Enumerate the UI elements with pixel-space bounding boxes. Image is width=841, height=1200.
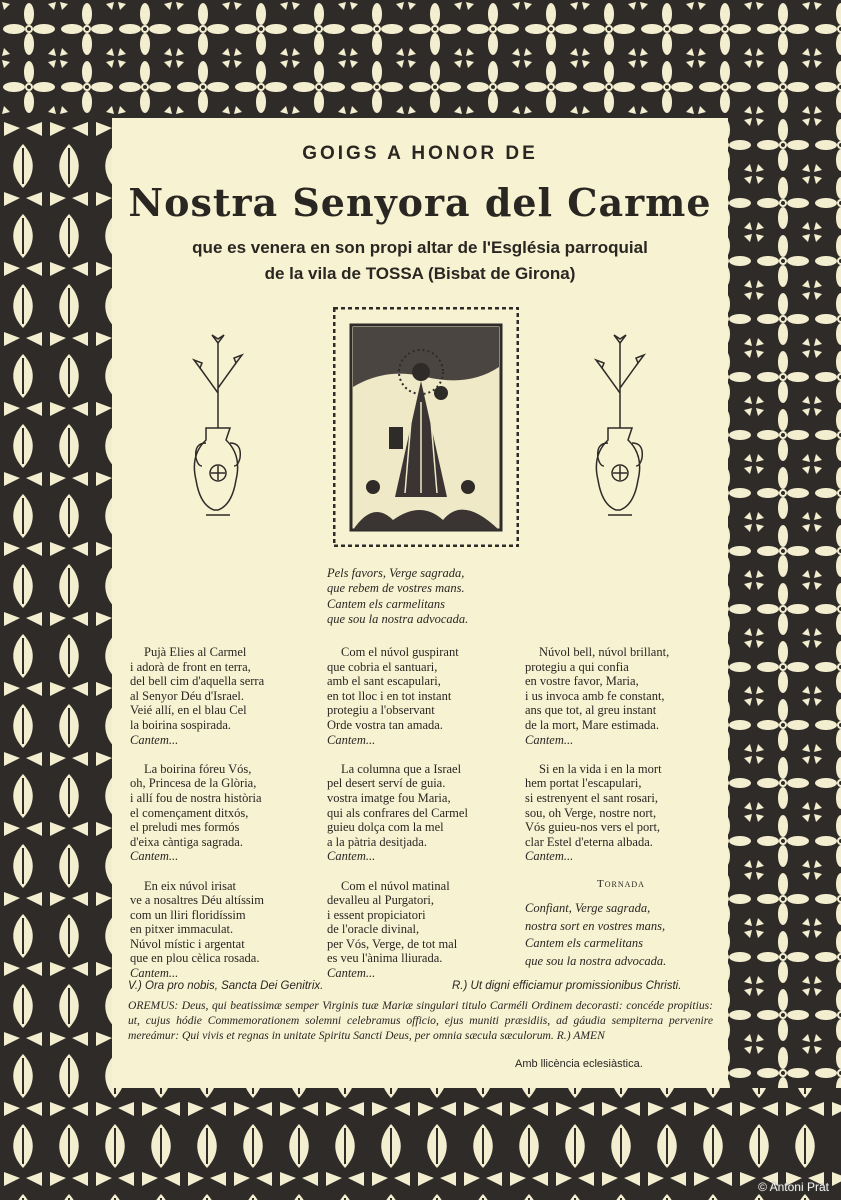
- tornada: [525, 900, 666, 970]
- stanza-line: en pitxer immaculat.: [130, 922, 234, 937]
- tornada-line: nostra sort en vostres mans,: [525, 918, 666, 933]
- chorus-cue: Cantem...: [130, 732, 179, 747]
- stanza-line: qui als confrares del Carmel: [327, 805, 468, 820]
- stanza-line: guieu dolça com la mel: [327, 820, 444, 835]
- copyright-watermark: © Antoni Prat: [758, 1180, 829, 1194]
- stanza-line: pel desert serví de guia.: [327, 776, 446, 791]
- stanza-line: del bell cim d'aquella serra: [130, 674, 265, 689]
- stanza-column-middle: [327, 645, 468, 981]
- stanza-line: vostra imatge fou Maria,: [327, 790, 451, 805]
- chorus-cue: Cantem...: [525, 849, 574, 864]
- stanza-line: Pujà Elies al Carmel: [144, 645, 247, 659]
- pre-title: GOIGS A HONOR DE: [302, 143, 538, 164]
- stanza-line: a la pàtria desitjada.: [327, 834, 427, 849]
- stanza-line: el preludi mes formós: [130, 820, 240, 835]
- subtitle-line-1: que es venera en son propi altar de l'Església parroquial: [192, 238, 648, 257]
- stanza-line: i us invoca amb fe constant,: [525, 688, 665, 703]
- stanza-line: d'eixa càntiga sagrada.: [130, 834, 243, 849]
- tornada-line: Confiant, Verge sagrada,: [525, 901, 651, 915]
- stanza-line: i adorà de front en terra,: [130, 659, 251, 674]
- page-title: Nostra Senyora del Carme: [128, 180, 712, 225]
- stanza-line: protegiu a qui confia: [525, 659, 629, 674]
- stanza-line: Vós guieu-nos vers el port,: [525, 820, 661, 835]
- stanza-line: en tot lloc i en tot instant: [327, 688, 452, 703]
- chorus-cue: Cantem...: [130, 966, 179, 981]
- chorus-cue: Cantem...: [130, 849, 179, 864]
- stanza-line: i allí fou de nostra història: [130, 790, 262, 805]
- chorus-cue: Cantem...: [327, 849, 376, 864]
- stanza-line: Com el núvol guspirant: [341, 645, 459, 659]
- stanza-line: de la mort, Mare estimada.: [525, 717, 659, 732]
- refrain-line: Cantem els carmelitans: [327, 596, 446, 611]
- ecclesiastical-licence: Amb llicència eclesiàstica.: [515, 1058, 643, 1070]
- stanza-line: hem portat l'escapulari,: [525, 776, 642, 791]
- stanza-line: que en plou cèlica rosada.: [130, 951, 260, 966]
- stanza-line: de l'oracle divinal,: [327, 922, 420, 937]
- stanza-line: devalleu al Purgatori,: [327, 893, 435, 908]
- stanza-line: com un lliri floridíssim: [130, 907, 246, 922]
- stanza-line: clar Estel d'eterna albada.: [525, 834, 653, 849]
- stanza-line: en vostre favor, Maria,: [525, 674, 639, 689]
- stanza-column-left: [130, 645, 264, 981]
- stanza-line: i essent propiciatori: [327, 907, 426, 922]
- stanza-line: per Vós, Verge, de tot mal: [327, 936, 458, 951]
- stanza-line: la boirina sospirada.: [130, 717, 232, 732]
- stanza-line: que cobria el santuari,: [327, 659, 438, 674]
- stanza-line: La boirina fóreu Vós,: [144, 761, 252, 776]
- stanza-line: Si en la vida i en la mort: [539, 761, 662, 776]
- subtitle-line-2: de la vila de TOSSA (Bisbat de Girona): [264, 264, 576, 283]
- stanza-line: En eix núvol irisat: [144, 878, 236, 893]
- stanza-line: ans que tot, al greu instant: [525, 703, 657, 718]
- stanza-line: el començament ditxós,: [130, 805, 249, 820]
- lily-vase-right-icon: [590, 333, 650, 528]
- stanza-line: Com el núvol matinal: [341, 878, 450, 893]
- stanza-column-right: [525, 645, 669, 864]
- tornada-heading: Tornada: [597, 878, 645, 890]
- stanza-line: si estrenyent el sant rosari,: [525, 790, 658, 805]
- stanza-line: La columna que a Israel: [341, 761, 462, 776]
- versicle: V.) Ora pro nobis, Sancta Dei Genitrix.: [128, 980, 324, 992]
- refrain: [327, 566, 468, 628]
- virgin-carmel-engraving: [333, 307, 519, 547]
- tornada-line: que sou la nostra advocada.: [525, 953, 667, 968]
- stanza-line: es veu l'ànima lliurada.: [327, 951, 443, 966]
- chorus-cue: Cantem...: [525, 732, 574, 747]
- stanza-line: oh, Princesa de la Glòria,: [130, 776, 257, 791]
- stanza-line: Núvol místic i argentat: [130, 936, 245, 951]
- stanza-line: Orde vostra tan amada.: [327, 717, 443, 732]
- stanza-line: al Senyor Déu d'Israel.: [130, 688, 245, 703]
- chorus-cue: Cantem...: [327, 966, 376, 981]
- chorus-cue: Cantem...: [327, 732, 376, 747]
- response: R.) Ut digni efficiamur promissionibus Christi.: [452, 980, 682, 992]
- refrain-line: que sou la nostra advocada.: [327, 612, 469, 627]
- refrain-line: que rebem de vostres mans.: [327, 581, 465, 596]
- stanza-line: ve a nosaltres Déu altíssim: [130, 893, 264, 908]
- tornada-line: Cantem els carmelitans: [525, 936, 644, 950]
- stanza-line: sou, oh Verge, nostre nort,: [525, 805, 657, 820]
- stanza-line: Veié allí, en el blau Cel: [130, 703, 247, 718]
- lily-vase-left-icon: [188, 333, 248, 528]
- oremus-prayer: OREMUS: Deus, qui beatissimæ semper Virginis tuæ Mariæ singulari titulo Carméli Ordinem decorasti: concéde propitius: ut, cujus hódie Commemorationem solemni celebramus officio, ejus muniti præsidiis, ad gáudia sempiterna pervenire mereámur: Qui vivis et regnas in unitate Spiritu Sancti Deus, per omnia sæcula sæculorum. R.) AMEN: [128, 999, 713, 1042]
- refrain-line: Pels favors, Verge sagrada,: [327, 566, 465, 580]
- stanza-line: protegiu a l'observant: [327, 703, 435, 718]
- stanza-line: Núvol bell, núvol brillant,: [539, 645, 670, 659]
- stanza-line: amb el sant escapulari,: [327, 674, 441, 689]
